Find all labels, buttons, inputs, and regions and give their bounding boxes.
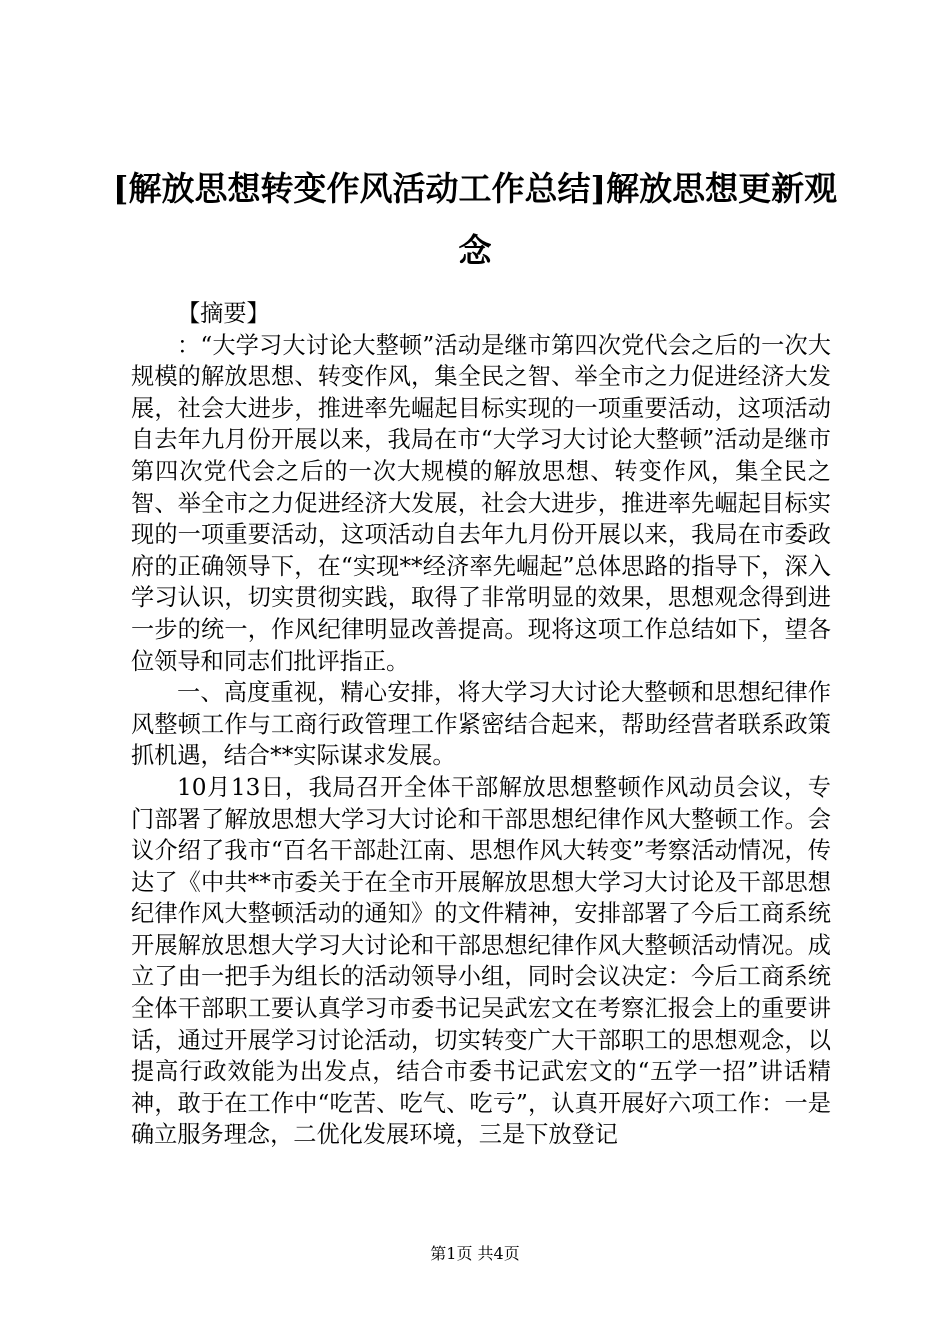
- paragraph-meeting: 10月13日，我局召开全体干部解放思想整顿作风动员会议，专门部署了解放思想大学习大讨论和干部思想纪律作风大整顿工作。会议介绍了我市“百名干部赴江南、思想作风大转变”考察活动情况，传达了《中共**市委关于在全市开展解放思想大学习大讨论及干部思想纪律作风大整顿活动的通知》的文件精神，安排部署了今后工商系统开展解放思想大学习大讨论和干部思想纪律作风大整顿活动情况。成立了由一把手为组长的活动领导小组，同时会议决定：今后工商系统全体干部职工要认真学习市委书记吴武宏文在考察汇报会上的重要讲话，通过开展学习讨论活动，切实转变广大干部职工的思想观念，以提高行政效能为出发点，结合市委书记武宏文的“五学一招”讲话精神，敢于在工作中“吃苦、吃气、吃亏”，认真开展好六项工作：一是确立服务理念，二优化发展环境，三是下放登记: [131, 773, 831, 1149]
- document-title: [解放思想转变作风活动工作总结]解放思想更新观念: [112, 169, 838, 270]
- paragraph-section-1: 一、高度重视，精心安排，将大学习大讨论大整顿和思想纪律作风整顿工作与工商行政管理工作紧密结合起来，帮助经营者联系政策抓机遇，结合**实际谋求发展。: [131, 679, 831, 770]
- abstract-label: 【摘要】: [177, 300, 270, 327]
- paragraph-abstract: ：“大学习大讨论大整顿”活动是继市第四次党代会之后的一次大规模的解放思想、转变作风，集全民之智、举全市之力促进经济大发展，社会大进步，推进率先崛起目标实现的一项重要活动，这项活动自去年九月份开展以来，我局在市“大学习大讨论大整顿”活动是继市第四次党代会之后的一次大规模的解放思想、转变作风，集全民之智、举全市之力促进经济大发展，社会大进步，推进率先崛起目标实现的一项重要活动，这项活动自去年九月份开展以来，我局在市委政府的正确领导下，在“实现**经济率先崛起”总体思路的指导下，深入学习认识，切实贯彻实践，取得了非常明显的效果，思想观念得到进一步的统一，作风纪律明显改善提高。现将这项工作总结如下，望各位领导和同志们批评指正。: [131, 331, 831, 675]
- document-body: [131, 298, 831, 1151]
- page-footer: 第1页 共4页: [430, 1244, 520, 1263]
